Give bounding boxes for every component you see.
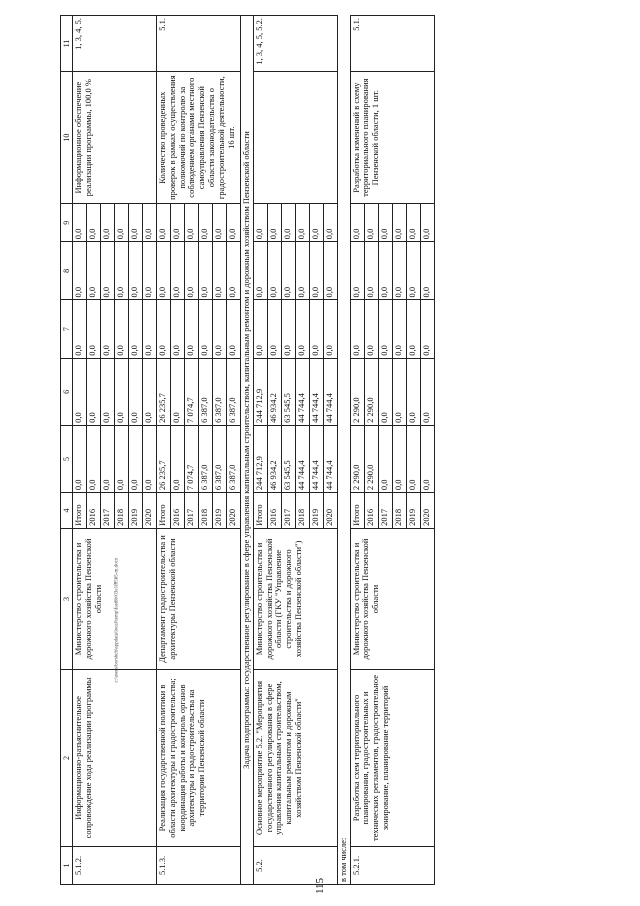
value-cell: 2 290,0 — [364, 358, 378, 425]
value-cell: 0,0 — [171, 425, 185, 492]
value-cell: 44 744,4 — [295, 358, 309, 425]
value-cell: 0,0 — [101, 242, 115, 300]
value-cell: 0,0 — [115, 358, 129, 425]
value-cell: 0,0 — [87, 358, 101, 425]
program-table — [60, 15, 435, 885]
value-cell: 0,0 — [420, 358, 434, 425]
year-cell: 2017 — [185, 493, 199, 529]
value-cell: 0,0 — [185, 204, 199, 242]
year-cell: 2018 — [199, 493, 213, 529]
value-cell: 0,0 — [406, 300, 420, 358]
section-title: Задача подпрограммы: государственное регулирование в сфере управления капитальным строительством, капитальным ремонтом и дорожным хозяйством Пензенской области — [241, 16, 254, 885]
value-cell: 6 387,0 — [227, 425, 241, 492]
value-cell: 0,0 — [309, 242, 323, 300]
value-cell: 0,0 — [392, 358, 406, 425]
page-number: 115 — [314, 877, 326, 895]
value-cell: 44 744,4 — [323, 358, 337, 425]
value-cell: 0,0 — [101, 425, 115, 492]
value-cell: 7 074,7 — [185, 358, 199, 425]
value-cell: 0,0 — [350, 300, 364, 358]
value-cell: 6 387,0 — [213, 425, 227, 492]
value-cell: 0,0 — [227, 242, 241, 300]
row-executor: Министерство строительства и дорожного хозяйства Пензенской области — [350, 528, 434, 669]
value-cell: 0,0 — [267, 242, 281, 300]
year-cell: 2018 — [115, 493, 129, 529]
value-cell: 44 744,4 — [309, 425, 323, 492]
value-cell: 0,0 — [185, 242, 199, 300]
value-cell: 0,0 — [253, 242, 267, 300]
row-name: Информационно-разъяснительное сопровождение хода реализации программы — [73, 670, 157, 847]
value-cell: 0,0 — [364, 300, 378, 358]
value-cell: 0,0 — [227, 300, 241, 358]
row-number: 5.1.3. — [157, 846, 241, 884]
value-cell: 0,0 — [115, 300, 129, 358]
value-cell: 63 545,5 — [281, 425, 295, 492]
value-cell: 0,0 — [87, 242, 101, 300]
year-cell: 2020 — [420, 493, 434, 529]
row-links: 5.1. — [350, 16, 434, 72]
rotated-table-container — [60, 15, 620, 885]
value-cell: 0,0 — [406, 425, 420, 492]
value-cell: 0,0 — [101, 204, 115, 242]
header-cell: 10 — [61, 72, 73, 204]
year-cell: 2016 — [267, 493, 281, 529]
value-cell: 0,0 — [87, 300, 101, 358]
value-cell: 0,0 — [378, 358, 392, 425]
value-cell: 0,0 — [143, 300, 157, 358]
value-cell: 0,0 — [199, 242, 213, 300]
value-cell: 0,0 — [253, 204, 267, 242]
value-cell: 0,0 — [199, 300, 213, 358]
value-cell: 0,0 — [171, 300, 185, 358]
value-cell: 0,0 — [73, 425, 87, 492]
header-cell: 4 — [61, 493, 73, 529]
subtitle: в том числе: — [337, 16, 350, 885]
year-cell: 2019 — [406, 493, 420, 529]
value-cell: 0,0 — [295, 204, 309, 242]
header-cell: 7 — [61, 300, 73, 358]
value-cell: 0,0 — [157, 204, 171, 242]
value-cell: 7 074,7 — [185, 425, 199, 492]
value-cell: 0,0 — [129, 300, 143, 358]
value-cell: 6 387,0 — [199, 425, 213, 492]
value-cell: 0,0 — [323, 204, 337, 242]
row-name: Реализация государственной политики в области архитектуры и градостроительства; координация работы и контроль органов архитектуры и градостроительства на территории Пензенской области — [157, 670, 241, 847]
value-cell: 0,0 — [295, 242, 309, 300]
value-cell: 0,0 — [171, 204, 185, 242]
year-cell: Итого — [350, 493, 364, 529]
subtitle-row — [337, 16, 350, 885]
header-row — [61, 16, 73, 885]
value-cell: 0,0 — [406, 204, 420, 242]
value-cell: 0,0 — [364, 242, 378, 300]
value-cell: 0,0 — [143, 204, 157, 242]
row-number: 5.1.2. — [73, 846, 157, 884]
value-cell: 46 934,2 — [267, 358, 281, 425]
value-cell: 0,0 — [129, 358, 143, 425]
value-cell: 0,0 — [213, 242, 227, 300]
row-indicator: Количество проведенных проверок в рамках осуществления полномочий по контролю за соблюдением органами местного самоуправления Пензенской области законодательства о градостроительной деятельности, 16 шт. — [157, 72, 241, 204]
value-cell: 0,0 — [101, 300, 115, 358]
value-cell: 44 744,4 — [309, 358, 323, 425]
header-cell: 2 — [61, 670, 73, 847]
row-links: 1, 3, 4, 5. — [73, 16, 157, 72]
value-cell: 244 712,9 — [253, 358, 267, 425]
year-cell: 2020 — [323, 493, 337, 529]
table-row — [350, 16, 364, 885]
value-cell: 0,0 — [171, 242, 185, 300]
value-cell: 6 387,0 — [227, 358, 241, 425]
year-cell: 2019 — [213, 493, 227, 529]
year-cell: 2017 — [101, 493, 115, 529]
value-cell: 6 387,0 — [199, 358, 213, 425]
value-cell: 0,0 — [115, 425, 129, 492]
header-cell: 11 — [61, 16, 73, 72]
row-executor: Министерство строительства и дорожного хозяйства Пензенской области — [73, 528, 157, 669]
year-cell: 2019 — [309, 493, 323, 529]
value-cell: 6 387,0 — [213, 358, 227, 425]
value-cell: 0,0 — [213, 300, 227, 358]
value-cell: 0,0 — [73, 358, 87, 425]
value-cell: 0,0 — [378, 204, 392, 242]
value-cell: 0,0 — [143, 242, 157, 300]
value-cell: 0,0 — [87, 204, 101, 242]
value-cell: 0,0 — [129, 204, 143, 242]
value-cell: 0,0 — [143, 358, 157, 425]
value-cell: 0,0 — [171, 358, 185, 425]
value-cell: 2 290,0 — [364, 425, 378, 492]
row-indicator — [253, 72, 337, 204]
header-cell: 5 — [61, 425, 73, 492]
value-cell: 0,0 — [378, 425, 392, 492]
value-cell: 0,0 — [157, 242, 171, 300]
row-name: Основное мероприятие 5.2. "Мероприятия государственного регулирования в сфере управления капитальным строительством, капитальным ремонтом и дорожным хозяйством Пензенской области" — [253, 670, 337, 847]
value-cell: 0,0 — [392, 242, 406, 300]
value-cell: 0,0 — [323, 242, 337, 300]
header-cell: 9 — [61, 204, 73, 242]
value-cell: 0,0 — [281, 242, 295, 300]
value-cell: 0,0 — [87, 425, 101, 492]
value-cell: 0,0 — [115, 242, 129, 300]
value-cell: 26 235,7 — [157, 425, 171, 492]
value-cell: 0,0 — [253, 300, 267, 358]
value-cell: 0,0 — [199, 204, 213, 242]
value-cell: 0,0 — [213, 204, 227, 242]
value-cell: 0,0 — [392, 204, 406, 242]
value-cell: 0,0 — [115, 204, 129, 242]
value-cell: 63 545,5 — [281, 358, 295, 425]
value-cell: 0,0 — [101, 358, 115, 425]
value-cell: 0,0 — [378, 242, 392, 300]
row-name: Разработка схем территориального планирования, градостроительных и технических регламентов, градостроительное зонирование, планирование территорий — [350, 670, 434, 847]
value-cell: 244 712,9 — [253, 425, 267, 492]
value-cell: 0,0 — [420, 242, 434, 300]
value-cell: 0,0 — [420, 300, 434, 358]
footer-path: c:\users\borshch\appdata\local\temp\fast6b\03e1f8565-m.docx — [114, 557, 120, 683]
row-indicator: Информационное обеспечение реализации программы, 100,0 % — [73, 72, 157, 204]
table-row — [73, 16, 87, 885]
row-links: 1, 3, 4, 5, 5.2. — [253, 16, 337, 72]
value-cell: 0,0 — [281, 204, 295, 242]
row-indicator: Разработка изменений в схему территориального планирования Пензенской области, 1 шт. — [350, 72, 434, 204]
header-cell: 6 — [61, 358, 73, 425]
year-cell: 2020 — [227, 493, 241, 529]
value-cell: 0,0 — [350, 204, 364, 242]
value-cell: 0,0 — [392, 300, 406, 358]
header-cell: 8 — [61, 242, 73, 300]
value-cell: 0,0 — [267, 204, 281, 242]
value-cell: 0,0 — [267, 300, 281, 358]
value-cell: 0,0 — [420, 204, 434, 242]
year-cell: Итого — [253, 493, 267, 529]
value-cell: 0,0 — [378, 300, 392, 358]
year-cell: 2016 — [87, 493, 101, 529]
year-cell: Итого — [73, 493, 87, 529]
section-row — [241, 16, 254, 885]
year-cell: 2019 — [129, 493, 143, 529]
value-cell: 0,0 — [73, 242, 87, 300]
value-cell: 0,0 — [129, 425, 143, 492]
value-cell: 0,0 — [129, 242, 143, 300]
year-cell: Итого — [157, 493, 171, 529]
value-cell: 0,0 — [185, 300, 199, 358]
header-cell: 1 — [61, 846, 73, 884]
value-cell: 44 744,4 — [323, 425, 337, 492]
value-cell: 0,0 — [364, 204, 378, 242]
year-cell: 2016 — [171, 493, 185, 529]
row-executor: Министерство строительства и дорожного хозяйства Пензенской области (ГКУ "Управление строительства и дорожного хозяйства Пензенской области") — [253, 528, 337, 669]
value-cell: 0,0 — [392, 425, 406, 492]
year-cell: 2017 — [378, 493, 392, 529]
value-cell: 0,0 — [406, 358, 420, 425]
value-cell: 0,0 — [309, 204, 323, 242]
year-cell: 2018 — [295, 493, 309, 529]
value-cell: 2 290,0 — [350, 358, 364, 425]
value-cell: 0,0 — [73, 300, 87, 358]
value-cell: 0,0 — [73, 204, 87, 242]
row-links: 5.1. — [157, 16, 241, 72]
value-cell: 0,0 — [157, 300, 171, 358]
year-cell: 2016 — [364, 493, 378, 529]
value-cell: 0,0 — [406, 242, 420, 300]
value-cell: 2 290,0 — [350, 425, 364, 492]
value-cell: 0,0 — [323, 300, 337, 358]
value-cell: 0,0 — [227, 204, 241, 242]
value-cell: 0,0 — [295, 300, 309, 358]
value-cell: 26 235,7 — [157, 358, 171, 425]
row-executor: Департамент градостроительства и архитектуры Пензенской области — [157, 528, 241, 669]
year-cell: 2018 — [392, 493, 406, 529]
header-cell: 3 — [61, 528, 73, 669]
table-row — [253, 16, 267, 885]
value-cell: 46 934,2 — [267, 425, 281, 492]
row-number: 5.2.1. — [350, 846, 434, 884]
value-cell: 0,0 — [350, 242, 364, 300]
row-number: 5.2. — [253, 846, 337, 884]
value-cell: 0,0 — [309, 300, 323, 358]
value-cell: 0,0 — [420, 425, 434, 492]
value-cell: 44 744,4 — [295, 425, 309, 492]
year-cell: 2017 — [281, 493, 295, 529]
table-row — [157, 16, 171, 885]
value-cell: 0,0 — [143, 425, 157, 492]
year-cell: 2020 — [143, 493, 157, 529]
value-cell: 0,0 — [281, 300, 295, 358]
